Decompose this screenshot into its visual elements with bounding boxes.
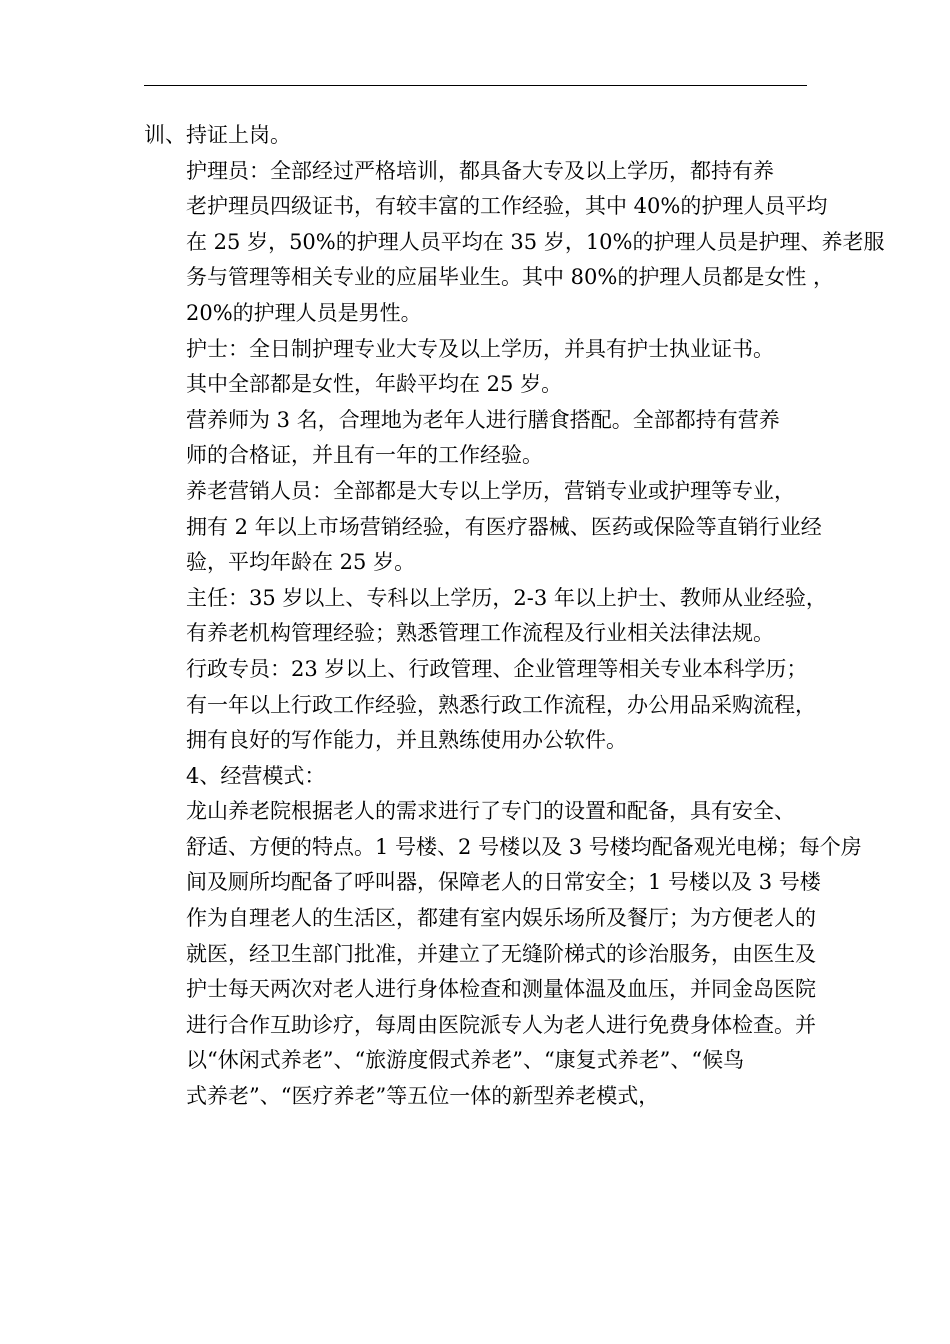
text-line: 行政专员：23 岁以上、行政管理、企业管理等相关专业本科学历； [186,656,808,681]
text-line: 间及厕所均配备了呼叫器，保障老人的日常安全；1 号楼以及 3 号楼 [186,870,821,895]
text-line: 20%的护理人员是男性。 [186,300,422,325]
text-line: 主任：35 岁以上、专科以上学历，2-3 年以上护士、教师从业经验， [186,585,827,610]
text-line: 验，平均年龄在 25 岁。 [186,550,416,575]
text-line: 师的合格证，并且有一年的工作经验。 [186,443,543,468]
paragraph [144,759,810,795]
text-line: 营养师为 3 名，合理地为老年人进行膳食搭配。全部都持有营养 [186,407,780,432]
paragraph [144,154,885,332]
text-line: 老护理员四级证书，有较丰富的工作经验，其中 40%的护理人员平均 [186,194,828,219]
text-line: 拥有 2 年以上市场营销经验，有医疗器械、医药或保险等直销行业经 [186,514,822,539]
paragraph [144,474,822,581]
text-line: 护士：全日制护理专业大专及以上学历，并具有护士执业证书。 [186,336,774,361]
paragraph [144,403,810,474]
paragraph [144,118,810,154]
text-line: 有一年以上行政工作经验，熟悉行政工作流程，办公用品采购流程， [186,692,816,717]
text-line: 养老营销人员：全部都是大专以上学历，营销专业或护理等专业， [186,478,795,503]
paragraph [144,652,816,759]
text-line: 4、经营模式： [186,763,326,788]
paragraph [144,581,827,652]
text-line: 训、持证上岗。 [144,123,291,147]
text-line: 拥有良好的写作能力，并且熟练使用办公软件。 [186,728,627,753]
paragraph [144,794,862,1114]
text-line: 在 25 岁，50%的护理人员平均在 35 岁，10%的护理人员是护理、养老服 [186,229,885,254]
text-line: 以“休闲式养老”、“旅游度假式养老”、“康复式养老”、“候鸟 [186,1048,745,1073]
text-line: 有养老机构管理经验；熟悉管理工作流程及行业相关法律法规。 [186,621,774,646]
text-line: 务与管理等相关专业的应届毕业生。其中 80%的护理人员都是女性 ， [186,265,835,290]
text-line: 其中全部都是女性，年龄平均在 25 岁。 [186,372,563,397]
text-line: 式养老”、“医疗养老”等五位一体的新型养老模式， [186,1084,660,1109]
text-line: 作为自理老人的生活区，都建有室内娱乐场所及餐厅；为方便老人的 [186,906,816,931]
header-rule [144,85,807,86]
text-line: 护理员：全部经过严格培训，都具备大专及以上学历，都持有养 [186,158,774,183]
text-line: 护士每天两次对老人进行身体检查和测量体温及血压，并同金岛医院 [186,977,816,1002]
text-line: 龙山养老院根据老人的需求进行了专门的设置和配备，具有安全、 [186,799,795,824]
text-line: 舒适、方便的特点。1 号楼、2 号楼以及 3 号楼均配备观光电梯；每个房 [186,834,862,859]
text-line: 就医，经卫生部门批准，并建立了无缝阶梯式的诊治服务，由医生及 [186,941,816,966]
paragraph [144,332,810,403]
text-line: 进行合作互助诊疗，每周由医院派专人为老人进行免费身体检查。并 [186,1012,816,1037]
document-body [144,118,885,1115]
